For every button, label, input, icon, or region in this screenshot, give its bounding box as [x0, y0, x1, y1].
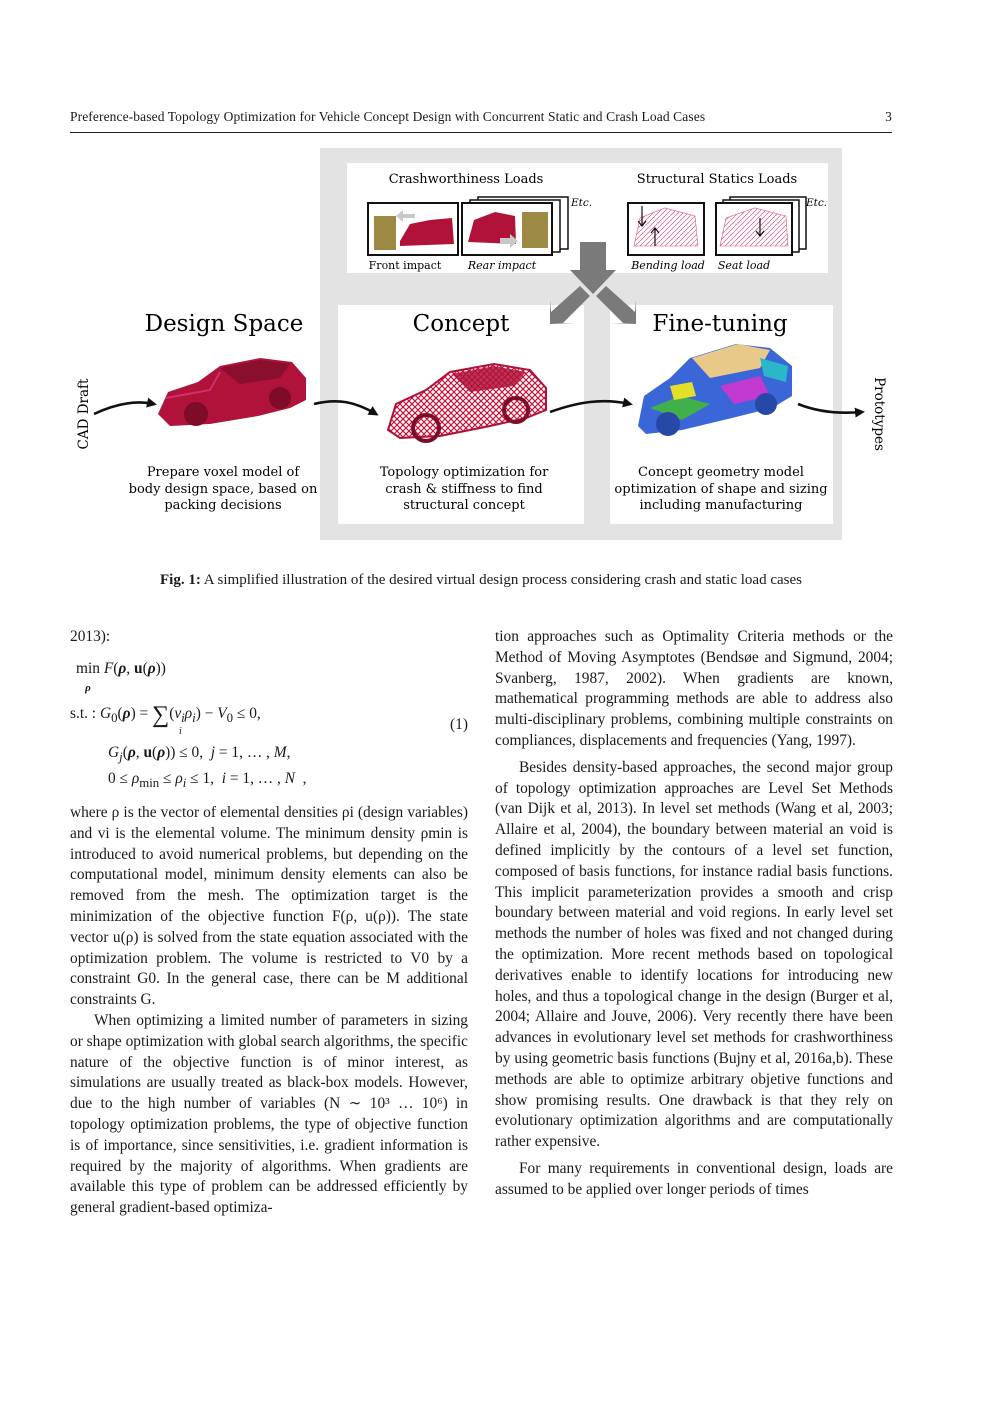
- finetuning-desc-line: optimization of shape and sizing: [614, 482, 828, 497]
- header-rule: [70, 132, 892, 133]
- prototypes-label: Prototypes: [871, 377, 887, 451]
- front-impact-label: Front impact: [368, 259, 442, 272]
- crash-loads-title: Crashworthiness Loads: [388, 172, 544, 187]
- design-space-car: [158, 358, 306, 426]
- figure-caption: [70, 572, 892, 589]
- seat-load-thumbnail: [716, 197, 806, 255]
- finetuning-description: [614, 465, 827, 513]
- finetuning-desc-line: Concept geometry model: [638, 465, 804, 480]
- eq-min-line: min ρ F(ρ, u(ρ)): [76, 660, 166, 694]
- concept-desc-line: crash & stiffness to find: [385, 482, 543, 497]
- right-paragraph: tion approaches such as Optimality Criteria methods or the Method of Moving Asymptotes (Bendsøe and Sigmund, 2004; Svanberg, 1987, 2002). When gradients are known, mathematical programming methods are able to address also multi-disciplinary problems, combining multiple constraints on compliances, displacements and frequencies (Yang, 1997).: [495, 628, 893, 749]
- left-column-intro: [70, 627, 468, 648]
- intro-text: 2013):: [70, 628, 111, 645]
- front-impact-thumbnail: [368, 203, 458, 255]
- page-number: 3: [885, 109, 892, 124]
- seat-load-label: Seat load: [717, 259, 771, 272]
- design-space-desc-line: body design space, based on: [128, 482, 318, 497]
- crash-etc-label: Etc.: [571, 197, 593, 209]
- caption-label: Fig. 1:: [160, 572, 201, 588]
- eq-bounds-line: $0 \le \rho_{min} \le \rho_i \le 1$, i = 1, … , N ,: [108, 770, 307, 791]
- rear-impact-label: Rear impact: [467, 259, 537, 272]
- concept-description: [380, 465, 549, 513]
- running-title: Preference-based Topology Optimization for Vehicle Concept Design with Concurrent Static and Crash Load Cases: [70, 109, 706, 124]
- caption-text: A simplified illustration of the desired virtual design process considering crash and static load cases: [203, 572, 802, 588]
- finetuning-desc-line: including manufacturing: [639, 498, 803, 513]
- left-paragraph: where ρ is the vector of elemental densities ρi (design variables) and vi is the elemental volume. The minimum density ρmin is introduced to avoid numerical problems, but depending on the computational model, minimum density elements can also be removed from the mesh. The optimization target is the minimization of the objective function F(ρ, u(ρ)). The state vector u(ρ) is solved from the state equation associated with the optimization problem. The volume is restricted to V0 by a constraint G0. In the general case, there can be M additional constraints G.: [70, 804, 468, 1009]
- bending-load-thumbnail: [628, 203, 704, 255]
- eq-sum-index: i: [179, 726, 182, 737]
- equation-1: [70, 660, 468, 790]
- statics-loads-title: Structural Statics Loads: [636, 172, 798, 187]
- statics-etc-label: Etc.: [806, 197, 828, 209]
- left-column-body: [70, 803, 468, 1219]
- design-space-description: [129, 465, 318, 513]
- design-space-title: Design Space: [144, 311, 304, 337]
- right-paragraph: For many requirements in conventional design, loads are assumed to be applied over longer periods of times: [495, 1159, 893, 1198]
- eq-g0-line: s.t. : $G_0(\rho) = \sum(v_i\rho_i) - V_0 \le 0$,: [70, 702, 261, 728]
- arrow-cad-to-designspace: [94, 402, 154, 414]
- bending-load-label: Bending load: [631, 259, 705, 272]
- finetuning-title: Fine-tuning: [652, 311, 788, 337]
- design-space-desc-line: packing decisions: [164, 498, 282, 513]
- left-paragraph: When optimizing a limited number of parameters in sizing or shape optimization with global search algorithms, the specific nature of the objective function is of minor interest, as simulations are usually treated as black-box models. However, due to the high number of variables (N ∼ 10³ … 10⁶) in topology optimization problems, the type of objective function is of importance, since sensitivities, i.e. gradient information is required by the majority of algorithms. When gradients are available this type of problem can be addressed efficiently by general gradient-based optimiza-: [70, 1011, 468, 1217]
- concept-title: Concept: [412, 311, 510, 337]
- concept-desc-line: structural concept: [403, 498, 525, 513]
- cad-draft-label: CAD Draft: [76, 378, 92, 450]
- figure-1: [70, 146, 892, 546]
- eq-gj-line: $G_j(\rho$, u(ρ)) ≤ 0, j = 1, … , M,: [108, 744, 291, 765]
- equation-number: (1): [450, 716, 468, 733]
- right-paragraph: Besides density-based approaches, the second major group of topology optimization approaches are Level Set Methods (van Dijk et al, 2013). In level set methods (Wang et al, 2003; Allaire et al, 2004), the boundary between material an void is defined implicitly by the contours of a level set function, composed of basis functions, for instance radial basis functions. This implicit parameterization provides a smooth and crisp boundary between material and void regions. In early level set methods the number of holes was fixed and not changed during the optimization. More recent methods based on topological derivatives enable to identify locations for introducing new holes, and thus a topological change in the design (Burger et al, 2004; Allaire and Jouve, 2006). Very recently there have been advances in evolutionary level set methods for crashworthiness by using geometric basis functions (Bujny et al, 2016a,b). These methods are able to optimize arbitrary objetive functions and show promising results. One drawback is that they rely on evolutionary optimization algorithms and are computationally rather expensive.: [495, 758, 893, 1151]
- rear-impact-thumbnail: [462, 197, 568, 255]
- running-header: [70, 109, 892, 131]
- concept-desc-line: Topology optimization for: [379, 465, 549, 480]
- design-space-desc-line: Prepare voxel model of: [146, 465, 300, 480]
- right-column-body: [495, 627, 893, 1201]
